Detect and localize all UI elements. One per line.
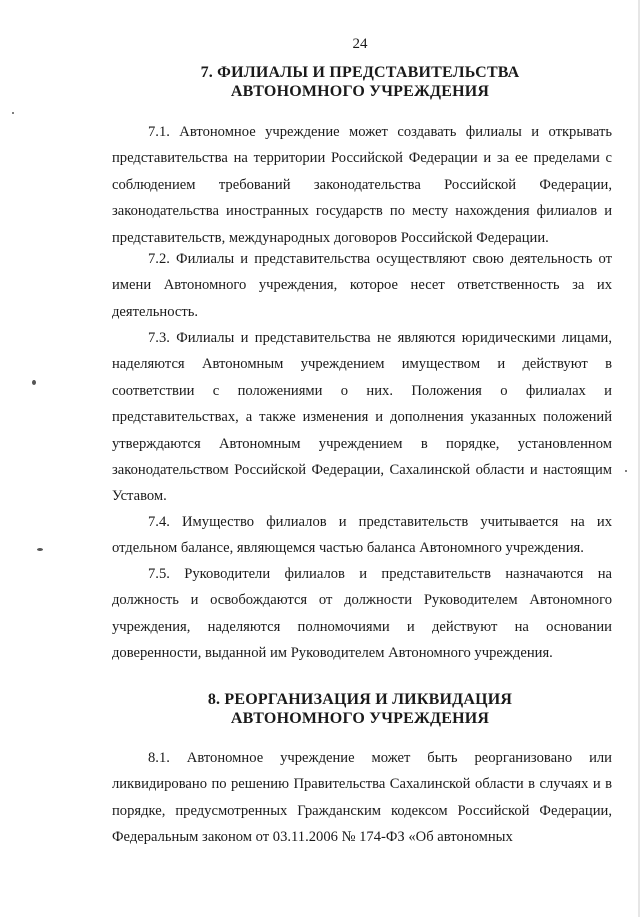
page-number: 24	[352, 36, 368, 52]
scan-speck	[37, 548, 43, 551]
scan-speck	[12, 112, 14, 114]
paragraph-7-1: 7.1. Автономное учреждение может создавать филиалы и открывать представительства на территории Российской Федерации и за ее пределами с соблюдением требований законодательства Российской Федерации, законодательства иностранных государств по месту нахождения филиалов и представительств, международных договоров Российской Федерации.	[112, 124, 612, 246]
section-8-title-line1: 8. РЕОРГАНИЗАЦИЯ И ЛИКВИДАЦИЯ	[207, 691, 513, 708]
section-7-title-line2: АВТОНОМНОГО УЧРЕЖДЕНИЯ	[230, 83, 490, 100]
section-8-title-line2: АВТОНОМНОГО УЧРЕЖДЕНИЯ	[230, 710, 490, 727]
section-8-heading	[0, 690, 640, 728]
paragraph-7-2: 7.2. Филиалы и представительства осуществляют свою деятельность от имени Автономного учреждения, которое несет ответственность за их деятельность.	[112, 251, 612, 320]
section-7-heading	[0, 63, 640, 101]
scan-speck	[32, 380, 36, 385]
section-7-title-line1: 7. ФИЛИАЛЫ И ПРЕДСТАВИТЕЛЬСТВА	[200, 64, 520, 81]
paragraph-7-4: 7.4. Имущество филиалов и представительств учитывается на их отдельном балансе, являющемся частью баланса Автономного учреждения.	[112, 514, 612, 557]
paragraph-7-3: 7.3. Филиалы и представительства не являются юридическими лицами, наделяются Автономным учреждением имуществом и действуют в соответствии с положениями о них. Положения о филиалах и представительствах, а также изменения и дополнения указанных положений утверждаются Автономным учреждением в порядке, установленном законодательством Российской Федерации, Сахалинской области и настоящим Уставом.	[112, 330, 612, 505]
paragraph-7-5: 7.5. Руководители филиалов и представительств назначаются на должность и освобождаются от должности Руководителем Автономного учреждения, наделяются полномочиями и действуют на основании доверенности, выданной им Руководителем Автономного учреждения.	[112, 566, 612, 662]
scan-speck	[625, 470, 627, 472]
paragraph-8-1: 8.1. Автономное учреждение может быть реорганизовано или ликвидировано по решению Правительства Сахалинской области в случаях и в порядке, предусмотренных Гражданским кодексом Российской Федерации, Федеральным законом от 03.11.2006 № 174-ФЗ «Об автономных	[112, 750, 612, 846]
